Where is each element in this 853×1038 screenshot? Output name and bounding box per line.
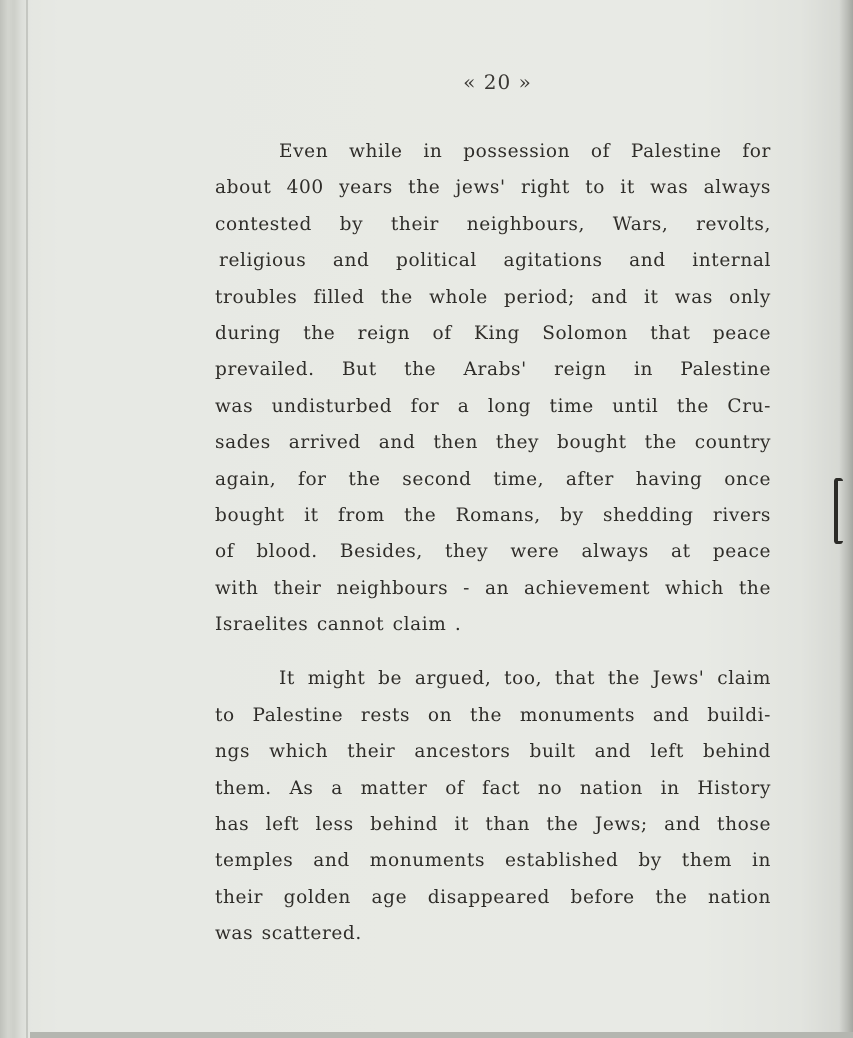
text-line: again, for the second time, after having once	[215, 468, 771, 490]
text-line: their golden age disappeared before the nation	[215, 886, 771, 908]
text-line: has left less behind it than the Jews; and those	[215, 814, 771, 836]
paper-clip-icon	[834, 478, 843, 544]
text-line: during the reign of King Solomon that peace	[215, 322, 771, 344]
text-line: was scattered.	[215, 923, 362, 945]
text-line: with their neighbours - an achievement which the	[215, 577, 771, 599]
gutter-line	[26, 0, 28, 1038]
text-line: of blood. Besides, they were always at peace	[215, 541, 771, 563]
paragraph-2	[215, 661, 771, 952]
text-line: troubles filled the whole period; and it was only	[215, 286, 771, 308]
paragraph-1	[215, 134, 771, 643]
text-line: ngs which their ancestors built and left behind	[215, 741, 771, 763]
text-line: temples and monuments established by them in	[215, 850, 771, 872]
text-line: was undisturbed for a long time until the Cru-	[215, 395, 771, 417]
text-line: It might be argued, too, that the Jews' claim	[279, 668, 771, 690]
text-line: about 400 years the jews' right to it was always	[215, 177, 771, 199]
text-line: to Palestine rests on the monuments and buildi-	[215, 704, 771, 726]
text-line: them. As a matter of fact no nation in History	[215, 777, 771, 799]
text-line: religious and political agitations and internal	[219, 250, 771, 272]
page-bottom-edge	[30, 1032, 853, 1038]
text-line: sades arrived and then they bought the country	[215, 432, 771, 454]
text-line: Israelites cannot claim .	[215, 614, 462, 636]
text-line: bought it from the Romans, by shedding rivers	[215, 504, 771, 526]
paragraph-gap	[215, 643, 771, 661]
text-line: Even while in possession of Palestine for	[279, 141, 771, 162]
text-line: prevailed. But the Arabs' reign in Palestine	[215, 359, 771, 381]
text-line: contested by their neighbours, Wars, revolts,	[215, 213, 771, 235]
body-text	[215, 134, 771, 953]
page-number: « 20 »	[463, 70, 532, 94]
